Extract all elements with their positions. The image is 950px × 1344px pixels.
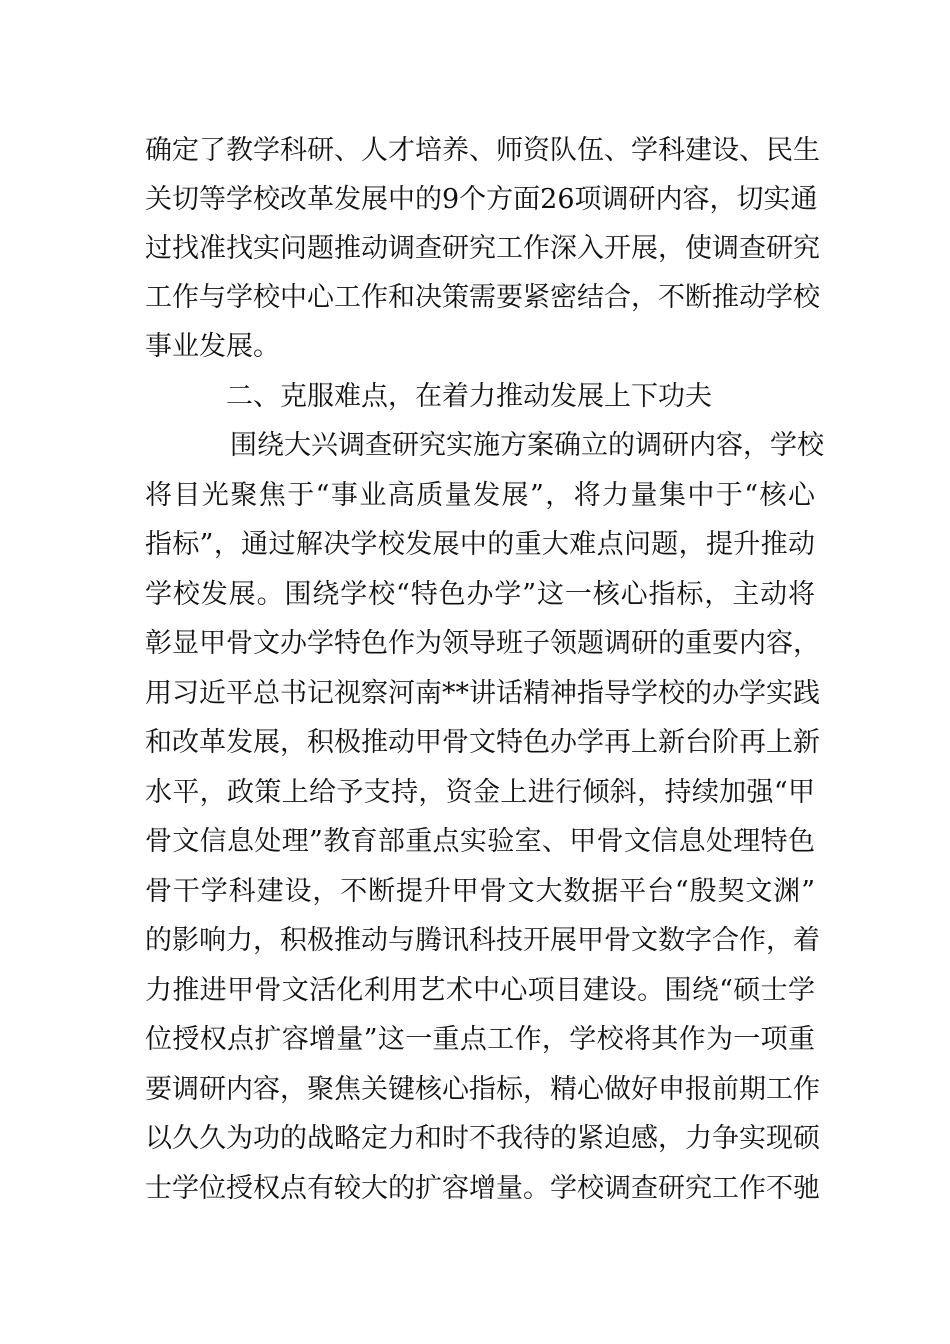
text-line-13: 和改革发展，积极推动甲骨文特色办学再上新台阶再上新 [145, 727, 820, 758]
text-line-7: 围绕大兴调查研究实施方案确立的调研内容，学校 [230, 430, 824, 461]
text-line-17: 的影响力，积极推动与腾讯科技开展甲骨文数字合作，着 [145, 925, 820, 956]
text-line-11: 彰显甲骨文办学特色作为领导班子领题调研的重要内容， [145, 628, 820, 659]
text-line-20: 要调研内容，聚焦关键核心指标，精心做好申报前期工作 [145, 1074, 820, 1105]
text-line-21: 以久久为功的战略定力和时不我待的紧迫感，力争实现硕 [145, 1123, 820, 1154]
text-line-9: 指标”，通过解决学校发展中的重大难点问题，提升推动 [145, 529, 815, 560]
text-line-5: 事业发展。 [145, 331, 280, 362]
text-line-10: 学校发展。围绕学校“特色办学”这一核心指标，主动将 [145, 579, 815, 610]
text-line-15: 骨文信息处理”教育部重点实验室、甲骨文信息处理特色 [145, 826, 815, 857]
text-line-16: 骨干学科建设，不断提升甲骨文大数据平台“殷契文渊” [145, 876, 815, 907]
text-line-19: 位授权点扩容增量”这一重点工作，学校将其作为一项重 [145, 1024, 815, 1055]
text-line-4: 工作与学校中心工作和决策需要紧密结合，不断推动学校 [145, 282, 820, 313]
text-line-22: 士学位授权点有较大的扩容增量。学校调查研究工作不驰 [145, 1173, 820, 1204]
text-line-18: 力推进甲骨文活化利用艺术中心项目建设。围绕“硕士学 [145, 975, 815, 1006]
section-heading: 二、克服难点，在着力推动发展上下功夫 [226, 381, 712, 412]
text-line-3: 过找准找实问题推动调查研究工作深入开展，使调查研究 [145, 233, 820, 264]
text-line-2: 关切等学校改革发展中的9个方面26项调研内容，切实通 [145, 184, 818, 215]
text-line-1: 确定了教学科研、人才培养、师资队伍、学科建设、民生 [145, 135, 820, 166]
text-line-14: 水平，政策上给予支持，资金上进行倾斜，持续加强“甲 [145, 777, 815, 808]
text-line-8: 将目光聚焦于“事业高质量发展”，将力量集中于“核心 [145, 480, 815, 511]
text-line-12: 用习近平总书记视察河南**讲话精神指导学校的办学实践 [145, 678, 820, 709]
